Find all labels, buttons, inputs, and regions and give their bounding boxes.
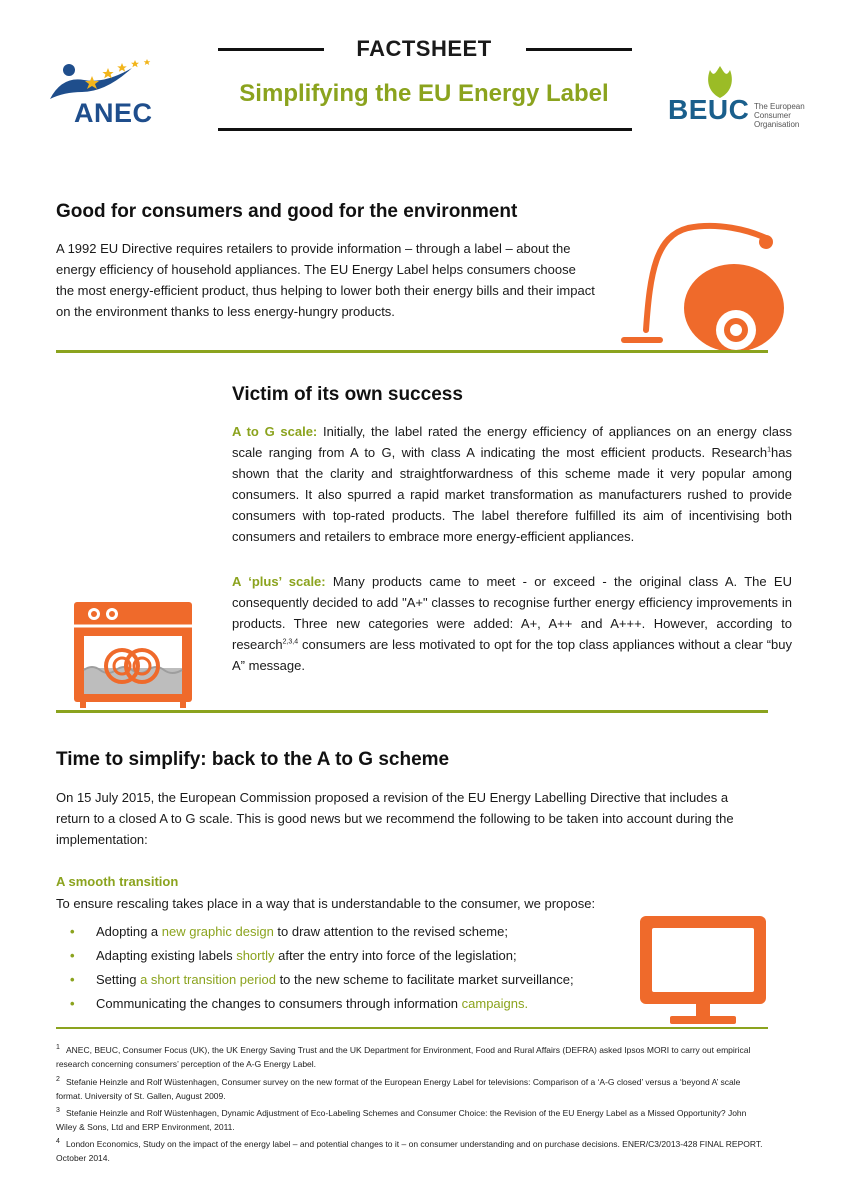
list-item-text: after the entry into force of the legislation; — [274, 948, 517, 963]
list-item-text: to the new scheme to facilitate market surveillance; — [275, 972, 574, 987]
washing-machine-icon — [70, 598, 198, 710]
keyword-a-to-g-scale: A to G scale: — [232, 424, 318, 439]
section-divider — [56, 1027, 768, 1029]
list-item-text: Communicating the changes to consumers through information — [96, 996, 462, 1011]
paragraph-text: Initially, the label rated the energy efficiency of appliances on an energy class scale ranging from A to G, with class A indicating the most efficient products. Research — [232, 424, 793, 460]
section3-intro: On 15 July 2015, the European Commission proposed a revision of the EU Energy Labelling Directive that includes a return to a closed A to G scale. This is good news but we recommend the following to be taken into account during the implementation: — [56, 790, 734, 847]
footnote-ref: 1 — [767, 446, 772, 454]
vacuum-cleaner-icon — [616, 212, 786, 360]
section-heading-victim: Victim of its own success — [232, 384, 463, 405]
section-heading-time-to-simplify: Time to simplify: back to the A to G scheme — [56, 749, 450, 770]
list-item — [58, 920, 618, 944]
bullet-glyph: • — [70, 948, 75, 963]
beuc-logo-text: BEUC — [668, 94, 750, 125]
list-item-text: Adopting a — [96, 924, 162, 939]
page-subtitle: Simplifying the EU Energy Label — [239, 80, 609, 107]
keyword-plus-scale: A ‘plus’ scale: — [232, 574, 326, 589]
bullet-glyph: • — [70, 996, 75, 1011]
beuc-tagline — [754, 102, 805, 129]
section-divider — [56, 350, 768, 353]
footnote: $^3$ Stefanie Heinzle and Rolf Wüstenhagen, Dynamic Adjustment of Eco-Labeling Schemes and Consumer Choice: the Revision of the EU Energy Label as a Missed Opportunity? John Wiley & Sons, Ltd and ERP Environment, 2011. — [56, 1107, 747, 1132]
list-item — [58, 992, 618, 1016]
paragraph-text: has shown that the clarity and straightforwardness of this scheme made it very popular among consumers. It also spurred a rapid market transformation as manufacturers rushed to provide consumers with top-rated products. The label therefore fulfilled its aim of incentivising both consumers and retailers to embrace more energy-efficient appliances. — [232, 445, 792, 544]
paragraph-text: Many products came to meet - or exceed - the original class A. The EU consequently decided to add "A+" classes to recognise further energy efficiency improvements in products. Three new categories were added: A+, A++ and A+++. However, according to research — [232, 574, 792, 652]
footnote-text: Stefanie Heinzle and Rolf Wüstenhagen, Dynamic Adjustment of Eco-Labeling Schemes and Consumer Choice: the Revision of the EU Energy Label as a Missed Opportunity? John Wiley & Sons, Ltd and ERP Environment, 2011. — [56, 1108, 747, 1132]
list-item-text: Adapting existing labels — [96, 948, 237, 963]
list-item-highlight: new graphic design — [161, 924, 274, 939]
footnote-ref: 2,3,4 — [282, 638, 299, 646]
footnote-text: Stefanie Heinzle and Rolf Wüstenhagen, Consumer survey on the new format of the European Energy Label for televisions: Comparison of a ‘A-G closed’ versus a ‘beyond A’ scale format. University of St. Gallen, August 2009. — [56, 1077, 741, 1101]
section1-body: A 1992 EU Directive requires retailers to provide information – through a label – about the energy efficiency of household appliances. The EU Energy Label helps consumers choose the most energy-efficient product, thus helping to lower both their energy bills and their impact on the environment thanks to less energy-hungry products. — [56, 241, 595, 319]
bullet-glyph: • — [70, 924, 75, 939]
list-item-highlight: campaigns. — [461, 996, 529, 1011]
recommendation-list — [58, 920, 618, 1016]
section2-paragraph-a-to-g — [232, 421, 792, 547]
list-item — [58, 944, 618, 968]
header-rule-bottom — [218, 128, 632, 131]
factsheet-title: FACTSHEET — [356, 36, 492, 61]
list-item-highlight: shortly — [236, 948, 275, 963]
footnote-text: ANEC, BEUC, Consumer Focus (UK), the UK Energy Saving Trust and the UK Department for Environment, Food and Rural Affairs (DEFRA) asked Ipsos MORI to carry out empirical research concerning consumers’ perception of the A-G Energy Label. — [56, 1045, 751, 1069]
beuc-tagline-line: Consumer — [754, 111, 791, 120]
subheading-smooth-transition: A smooth transition — [56, 874, 179, 889]
footnote: $^1$ ANEC, BEUC, Consumer Focus (UK), the UK Energy Saving Trust and the UK Department for Environment, Food and Rural Affairs (DEFRA) asked Ipsos MORI to carry out empirical research concerning consumers’ perception of the A-G Energy Label. — [56, 1044, 751, 1069]
section-heading-good-for-consumers: Good for consumers and good for the environment — [56, 201, 518, 222]
anec-logo-text: ANEC — [74, 98, 153, 128]
footnote: $^2$ Stefanie Heinzle and Rolf Wüstenhagen, Consumer survey on the new format of the European Energy Label for televisions: Comparison of a ‘A-G closed’ versus a ‘beyond A’ scale format. University of St. Gallen, August 2009. — [56, 1076, 741, 1101]
list-item-highlight: a short transition period — [140, 972, 276, 987]
beuc-tagline-line: Organisation — [754, 120, 800, 129]
footnote-text: London Economics, Study on the impact of the energy label – and potential changes to it – on consumer understanding and on purchase decisions. ENER/C3/2013-428 FINAL REPORT. October 2014. — [56, 1139, 763, 1163]
beuc-tagline-line: The European — [754, 102, 805, 111]
paragraph-text: consumers are less motivated to opt for the top class appliances without a clear “buy A” message. — [232, 637, 792, 673]
beuc-logo — [668, 64, 818, 134]
list-item — [58, 968, 618, 992]
tv-monitor-icon — [636, 912, 770, 1032]
bullet-glyph: • — [70, 972, 75, 987]
section3-lead: To ensure rescaling takes place in a way that is understandable to the consumer, we propose: — [56, 896, 596, 911]
section2-paragraph-plus-scale — [232, 571, 792, 676]
list-item-text: Setting — [96, 972, 141, 987]
footnote: $^4$ London Economics, Study on the impact of the energy label – and potential changes to it – on consumer understanding and on purchase decisions. ENER/C3/2013-428 FINAL REPORT. October 2014. — [56, 1138, 763, 1163]
section-divider — [56, 710, 768, 713]
anec-logo — [44, 54, 164, 134]
list-item-text: to draw attention to the revised scheme; — [273, 924, 508, 939]
